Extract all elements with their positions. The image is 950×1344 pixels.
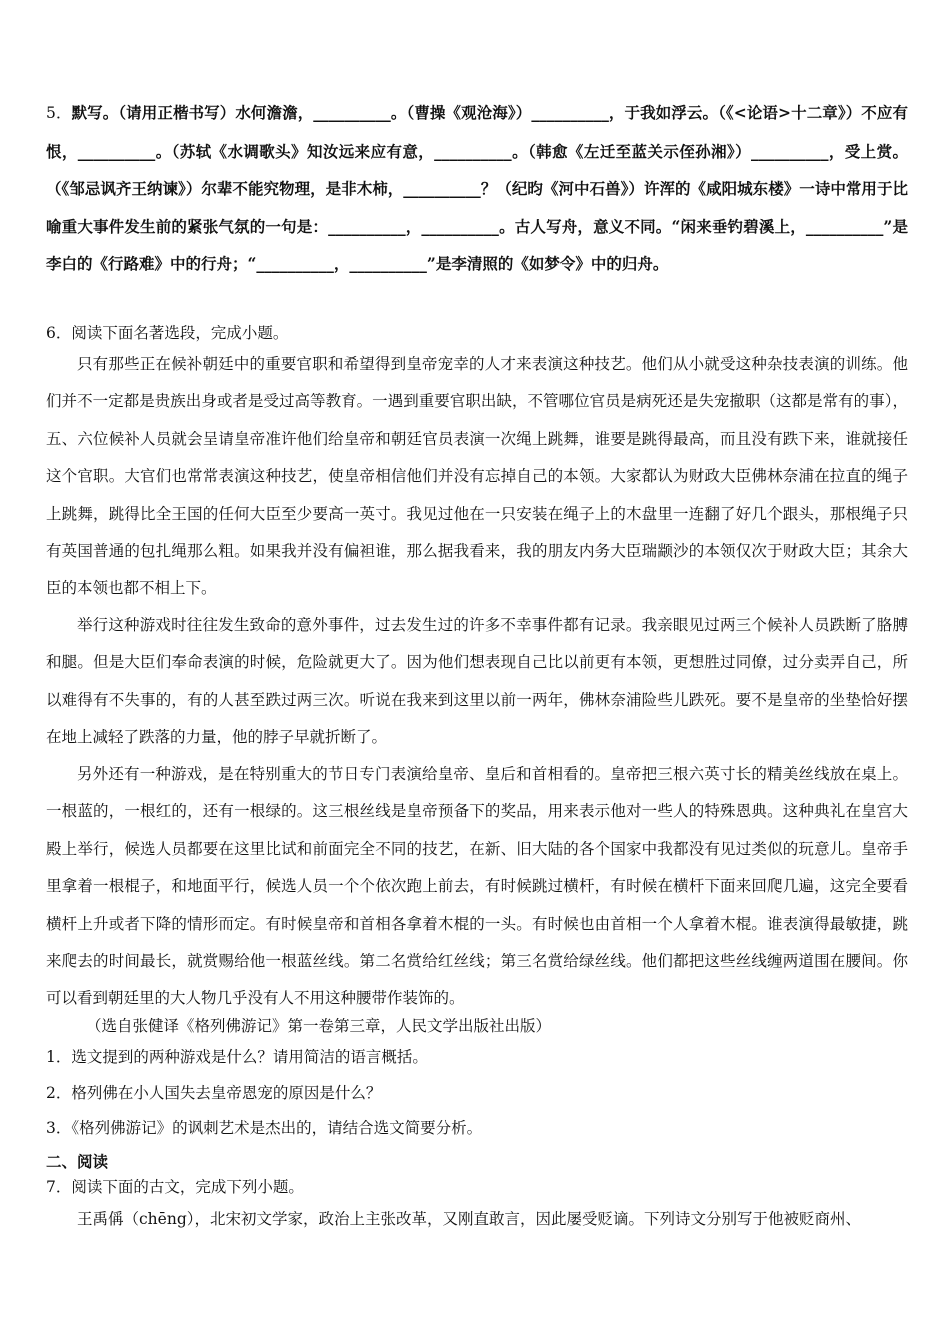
passage-paragraph-2: 举行这种游戏时往往发生致命的意外事件，过去发生过的许多不幸事件都有记录。我亲眼见过两三个候补人员跌断了胳膊和腿。但是大臣们奉命表演的时候，危险就更大了。因为他们想表现自己比以前更有本领，更想胜过同僚，过分卖弄自己，所以难得有不失事的，有的人甚至跌过两三次。听说在我来到这里以前一两年，佛林奈浦险些儿跌死。要不是皇帝的坐垫恰好摆在地上减轻了跌落的力量，他的脖子早就折断了。 xyxy=(46,616,908,747)
passage-paragraph-1: 只有那些正在候补朝廷中的重要官职和希望得到皇帝宠幸的人才来表演这种技艺。他们从小就受这种杂技表演的训练。他们并不一定都是贵族出身或者是受过高等教育。一遇到重要官职出缺，不管哪位官员是病死还是失宠撤职（这都是常有的事），五、六位候补人员就会呈请皇帝准许他们给皇帝和朝廷官员表演一次绳上跳舞，谁要是跳得最高，而且没有跌下来，谁就接任这个官职。大官们也常常表演这种技艺，使皇帝相信他们并没有忘掉自己的本领。大家都认为财政大臣佛林奈浦在拉直的绳子上跳舞，跳得比全王国的任何大臣至少要高一英寸。我见过他在一只安装在绳子上的木盘里一连翻了好几个跟头，那根绳子只有英国普通的包扎绳那么粗。如果我并没有偏袒谁，那么据我看来，我的朋友内务大臣瑞颛沙的本领仅次于财政大臣；其余大臣的本领也都不相上下。 xyxy=(46,355,908,598)
question-7-intro: 7．阅读下面的古文，完成下列小题。 xyxy=(46,1178,304,1196)
question-5 xyxy=(46,94,908,283)
question-6-sub-1: 1．选文提到的两种游戏是什么？请用简洁的语言概括。 xyxy=(46,1048,428,1066)
question-5-number: 5． xyxy=(46,104,72,122)
question-6-intro: 6．阅读下面名著选段，完成小题。 xyxy=(46,324,289,342)
question-7-paragraph: 王禹偁（chēng），北宋初文学家，政治上主张改革，又刚直敢言，因此屡受贬谪。下列诗文分别写于他被贬商州、 xyxy=(77,1210,861,1228)
question-6-sub-2: 2．格列佛在小人国失去皇帝恩宠的原因是什么？ xyxy=(46,1084,382,1102)
question-5-text: 默写。（请用正楷书写）水何澹澹，__________。（曹操《观沧海》）__________，于我如浮云。（《<论语>十二章》）不应有恨，__________。（苏轼《水调歌头》知汝远来应有意，__________。（韩愈《左迁至蓝关示侄孙湘》）__________，受上赏。（《邹忌讽齐王纳谏》）尔辈不能究物理，是非木柿，__________？（纪昀《河中石兽》）许浑的《咸阳城东楼》一诗中常用于比喻重大事件发生前的紧张气氛的一句是：__________，__________。古人写舟，意义不同。“闲来垂钓碧溪上，__________”是李白的《行路难》中的行舟；“__________，__________”是李清照的《如梦令》中的归舟。 xyxy=(46,103,908,274)
passage-source: （选自张健译《格列佛游记》第一卷第三章，人民文学出版社出版） xyxy=(86,1017,552,1035)
section-heading-reading: 二、阅读 xyxy=(46,1152,109,1171)
passage-paragraph-3: 另外还有一种游戏，是在特别重大的节日专门表演给皇帝、皇后和首相看的。皇帝把三根六英寸长的精美丝线放在桌上。一根蓝的，一根红的，还有一根绿的。这三根丝线是皇帝预备下的奖品，用来表示他对一些人的特殊恩典。这种典礼在皇宫大殿上举行，候选人员都要在这里比试和前面完全不同的技艺，在新、旧大陆的各个国家中我都没有见过类似的玩意儿。皇帝手里拿着一根棍子，和地面平行，候选人员一个个依次跑上前去，有时候跳过横杆，有时候在横杆下面来回爬几遍，这完全要看横杆上升或者下降的情形而定。有时候皇帝和首相各拿着木棍的一头。有时候也由首相一个人拿着木棍。谁表演得最敏捷，跳来爬去的时间最长，就赏赐给他一根蓝丝线。第二名赏给红丝线；第三名赏给绿丝线。他们都把这些丝线缠两道围在腰间。你可以看到朝廷里的大人物几乎没有人不用这种腰带作装饰的。 xyxy=(46,765,908,1008)
question-6-sub-3: 3．《格列佛游记》的讽刺艺术是杰出的，请结合选文简要分析。 xyxy=(46,1119,483,1137)
